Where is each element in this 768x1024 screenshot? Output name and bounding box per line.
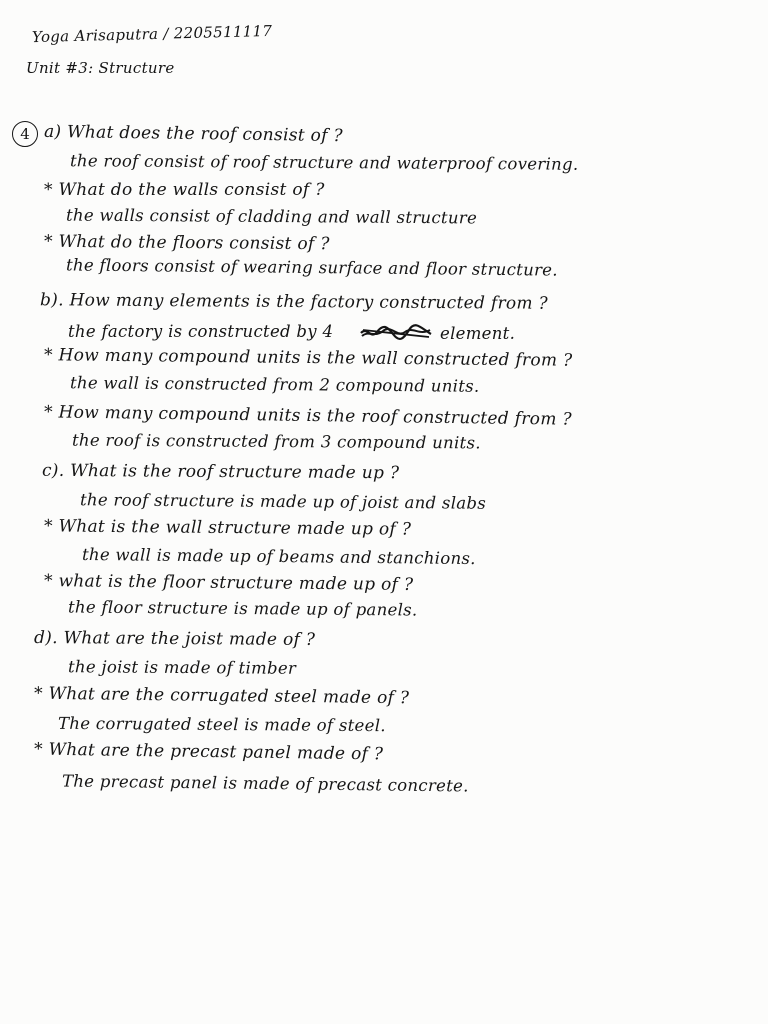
question-d3: * What are the precast panel made of ?: [33, 739, 384, 765]
question-b2: * How many compound units is the wall constructed from ?: [43, 345, 573, 371]
answer-b1-end: element.: [440, 324, 516, 343]
question-a1: a) What does the roof consist of ?: [43, 121, 344, 147]
question-d1: d). What are the joist made of ?: [33, 628, 316, 650]
answer-b2: the wall is constructed from 2 compound units.: [69, 373, 480, 396]
question-b3: * How many compound units is the roof constructed from ?: [43, 402, 572, 430]
answer-a2: the walls consist of cladding and wall structure: [65, 205, 478, 228]
question-number-circle: 4: [12, 121, 38, 147]
question-c3: * what is the floor structure made up of ?: [43, 571, 414, 595]
student-name-line: Yoga Arisaputra / 2205511117: [31, 21, 273, 47]
question-d2: * What are the corrugated steel made of ?: [33, 683, 410, 709]
answer-c1: the roof structure is made up of joist and slabs: [79, 490, 487, 513]
answer-c2: the wall is made up of beams and stanchions.: [81, 544, 476, 569]
answer-a3: the floors consist of wearing surface and floor structure.: [65, 255, 558, 280]
question-c2: * What is the wall structure made up of ?: [43, 516, 412, 540]
question-a2: * What do the walls consist of ?: [44, 180, 325, 200]
question-c1: c). What is the roof structure made up ?: [41, 460, 400, 484]
crossed-out-word: [359, 324, 433, 342]
answer-d2: The corrugated steel is made of steel.: [57, 713, 386, 736]
answer-a1: the roof consist of roof structure and waterproof covering.: [69, 151, 579, 174]
answer-b1: [68, 322, 333, 342]
answer-d3: The precast panel is made of precast concrete.: [61, 771, 469, 796]
unit-title: Unit #3: Structure: [26, 59, 175, 77]
answer-c3: the floor structure is made up of panels.: [67, 597, 418, 620]
answer-d1: the joist is made of timber: [67, 657, 297, 678]
answer-b1-start: the factory is constructed by 4: [68, 322, 334, 341]
question-b1: b). How many elements is the factory constructed from ?: [39, 290, 549, 314]
question-a3: * What do the floors consist of ?: [43, 231, 330, 255]
answer-b3: the roof is constructed from 3 compound units.: [71, 430, 481, 453]
